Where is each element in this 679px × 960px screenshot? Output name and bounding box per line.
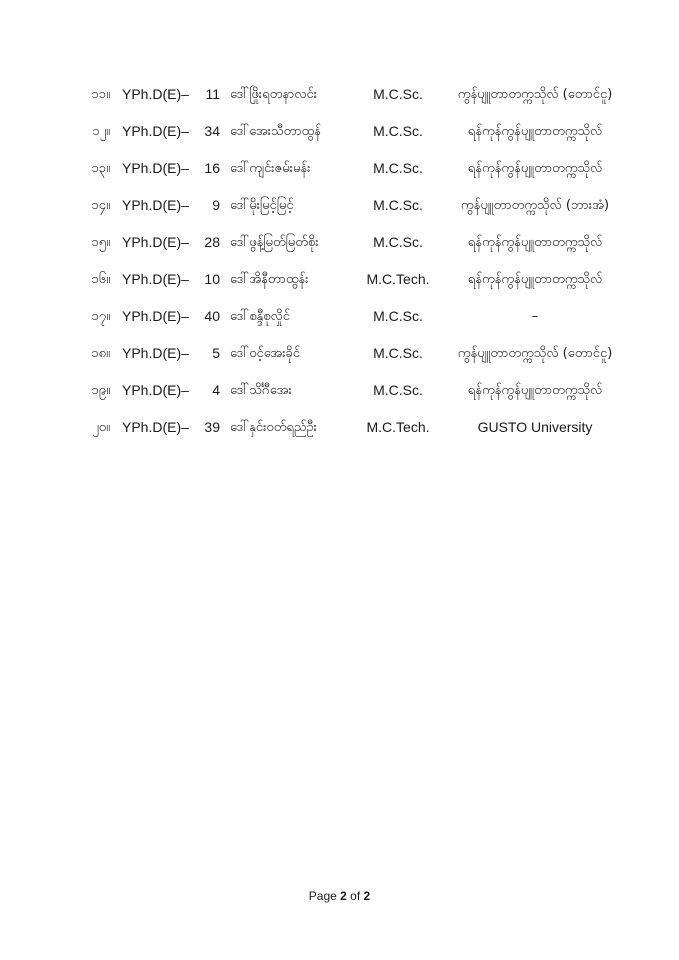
table-row xyxy=(0,261,679,298)
table-row xyxy=(0,113,679,150)
roll-prefix: YPh.D(E)– xyxy=(122,345,189,361)
roll-number: 5 xyxy=(212,345,220,361)
candidate-name: ဒေါ်မိုးမြင့်မြင့် xyxy=(230,198,294,213)
table-row xyxy=(0,372,679,409)
table-row xyxy=(0,76,679,113)
roll-number: 16 xyxy=(204,160,220,176)
roll-prefix: YPh.D(E)– xyxy=(122,160,189,176)
row-number: ၁၇။ xyxy=(91,309,110,324)
university: ရန်ကုန်ကွန်ပျူတာတက္ကသိုလ် xyxy=(467,383,603,398)
roll-prefix: YPh.D(E)– xyxy=(122,382,189,398)
row-number: ၁၄။ xyxy=(91,198,110,213)
degree: M.C.Sc. xyxy=(373,123,423,139)
table-row xyxy=(0,187,679,224)
degree: M.C.Sc. xyxy=(373,308,423,324)
row-number: ၁၃။ xyxy=(91,161,110,176)
university: GUSTO University xyxy=(477,419,593,435)
candidate-name: ဒေါ်စန္ဒီစုလှိုင် xyxy=(230,309,290,324)
roll-number: 34 xyxy=(204,123,220,139)
footer-total-pages: 2 xyxy=(363,889,371,903)
table-row xyxy=(0,335,679,372)
roll-prefix: YPh.D(E)– xyxy=(122,123,189,139)
roll-prefix: YPh.D(E)– xyxy=(122,234,189,250)
degree: M.C.Tech. xyxy=(366,271,430,287)
candidate-name: ဒေါ်အိနီတာထွန်း xyxy=(230,272,309,287)
university: ရန်ကုန်ကွန်ပျူတာတက္ကသိုလ် xyxy=(467,235,603,250)
row-number: ၁၈။ xyxy=(91,346,110,361)
university: ရန်ကုန်ကွန်ပျူတာတက္ကသိုလ် xyxy=(467,124,603,139)
candidate-name: ဒေါ်ဖြိုးရတနာလင်း xyxy=(230,87,318,102)
candidate-name: ဒေါ်ဝင့်အေးခိုင် xyxy=(230,346,301,361)
degree: M.C.Sc. xyxy=(373,160,423,176)
degree: M.C.Sc. xyxy=(373,197,423,213)
university: ကွန်ပျူတာတက္ကသိုလ် (တောင်ငူ) xyxy=(457,87,613,102)
footer-of-word: of xyxy=(350,889,361,903)
roll-number: 40 xyxy=(204,308,220,324)
row-number: ၁၂။ xyxy=(92,124,110,139)
candidate-name: ဒေါ်သိင်္ဂီအေး xyxy=(230,383,292,398)
row-number: ၁၅။ xyxy=(91,235,110,250)
footer-page-word: Page xyxy=(308,889,337,903)
roll-number: 9 xyxy=(212,197,220,213)
degree: M.C.Tech. xyxy=(366,419,430,435)
page-footer xyxy=(0,889,679,903)
table-row xyxy=(0,409,679,446)
roll-prefix: YPh.D(E)– xyxy=(122,271,189,287)
university: ကွန်ပျူတာတက္ကသိုလ် (တောင်ငူ) xyxy=(457,346,613,361)
roll-prefix: YPh.D(E)– xyxy=(122,197,189,213)
roll-prefix: YPh.D(E)– xyxy=(122,308,189,324)
roll-number: 11 xyxy=(205,86,220,102)
roll-number: 39 xyxy=(204,419,220,435)
table-row xyxy=(0,150,679,187)
roll-prefix: YPh.D(E)– xyxy=(122,86,189,102)
degree: M.C.Sc. xyxy=(373,234,423,250)
university: ရန်ကုန်ကွန်ပျူတာတက္ကသိုလ် xyxy=(467,272,603,287)
degree: M.C.Sc. xyxy=(373,86,423,102)
university: – xyxy=(531,309,539,324)
row-number: ၁၆။ xyxy=(91,272,110,287)
candidate-table xyxy=(0,76,679,446)
footer-current-page: 2 xyxy=(340,889,347,903)
candidate-name: ဒေါ်နှင်းဝတ်ရည်ဦး xyxy=(230,420,317,435)
roll-number: 4 xyxy=(212,382,220,398)
candidate-name: ဒေါ်ဖွန့်မြတ်မြတ်စိုး xyxy=(230,235,319,250)
university: ရန်ကုန်ကွန်ပျူတာတက္ကသိုလ် xyxy=(467,161,603,176)
row-number: ၁၉။ xyxy=(91,383,110,398)
roll-prefix: YPh.D(E)– xyxy=(122,419,189,435)
university: ကွန်ပျူတာတက္ကသိုလ် (ဘားအံ) xyxy=(460,198,610,213)
degree: M.C.Sc. xyxy=(373,345,423,361)
table-row xyxy=(0,298,679,335)
degree: M.C.Sc. xyxy=(373,382,423,398)
roll-number: 10 xyxy=(204,271,220,287)
candidate-name: ဒေါ်ကျင်းဇမ်းမန်း xyxy=(230,161,311,176)
row-number: ၁၁။ xyxy=(91,87,110,102)
table-row xyxy=(0,224,679,261)
candidate-name: ဒေါ်အေးသီတာထွန် xyxy=(230,124,321,139)
roll-number: 28 xyxy=(204,234,220,250)
row-number: ၂၀။ xyxy=(92,420,110,435)
